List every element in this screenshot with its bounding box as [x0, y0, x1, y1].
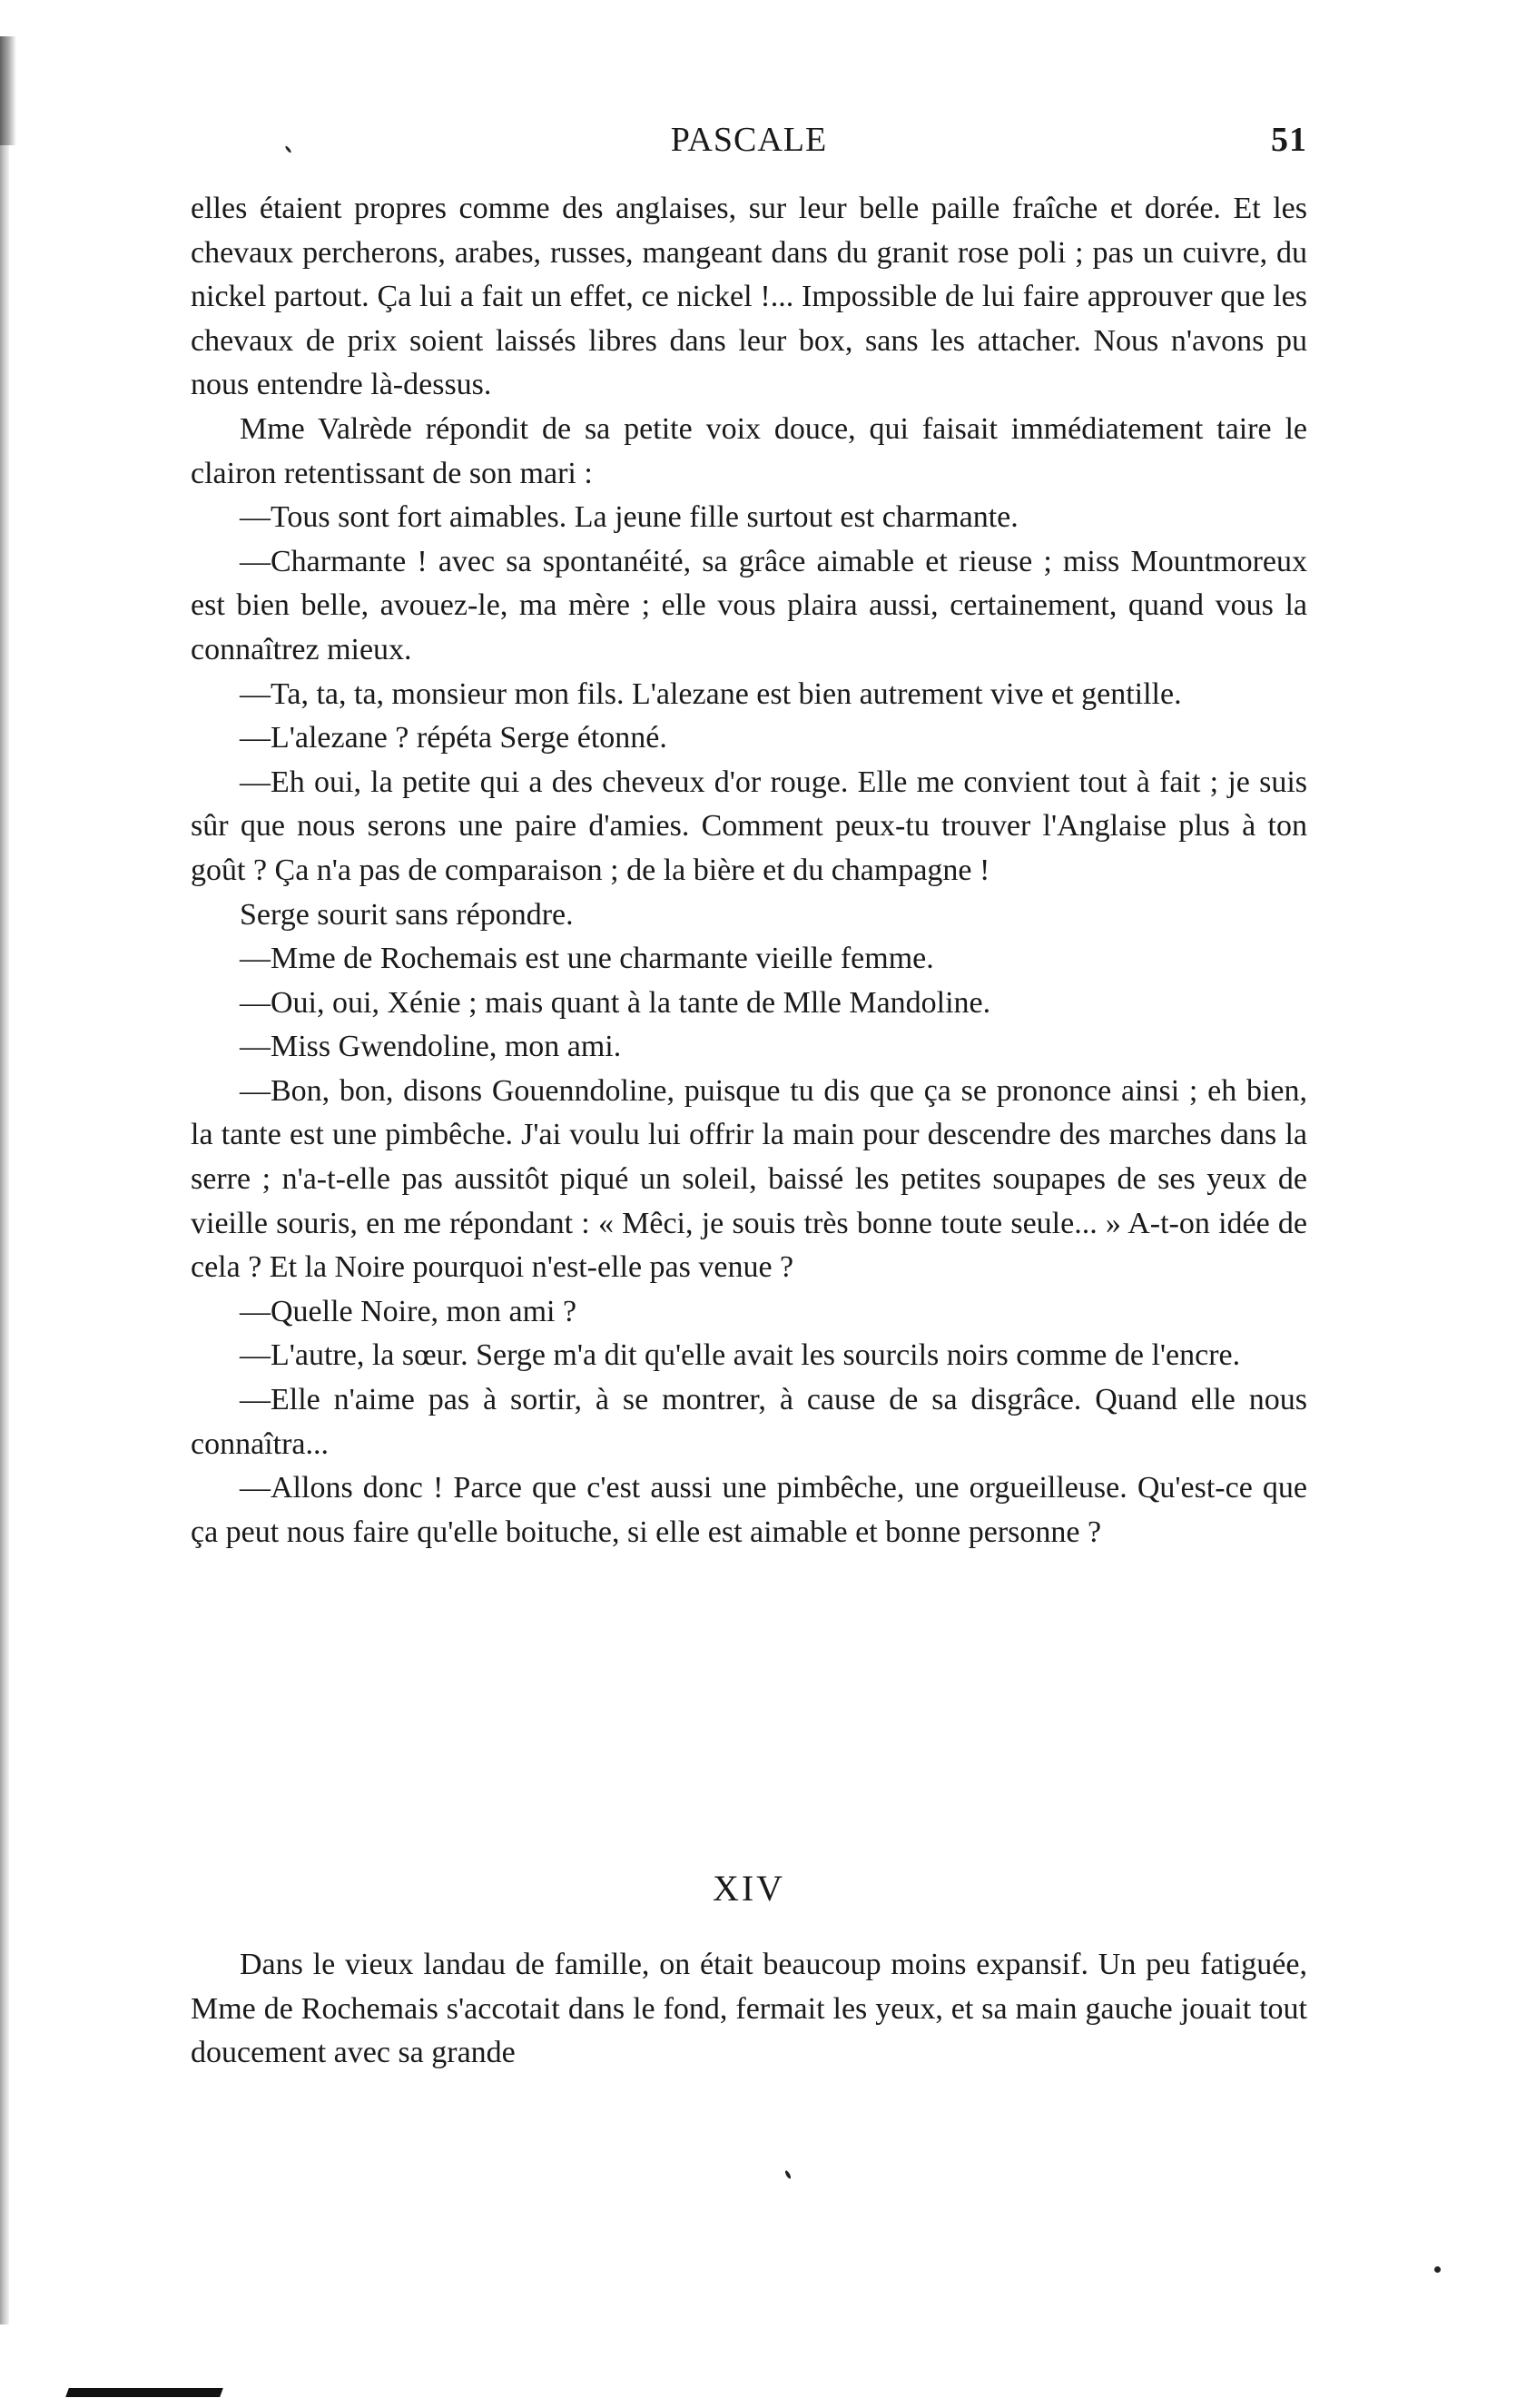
- scan-binding-edge: [0, 36, 9, 2324]
- paragraph: Dans le vieux landau de famille, on était beaucoup moins expansif. Un peu fatiguée, Mme de Rochemais s'accotait dans le fond, fermait les yeux, et sa main gauche jouait tout doucement avec sa grande: [191, 1948, 1307, 2070]
- paragraph: —Ta, ta, ta, monsieur mon fils. L'alezane est bien autrement vive et gentille.: [240, 676, 1182, 711]
- chapter-text: [191, 1943, 1307, 2076]
- running-title: PASCALE: [670, 121, 828, 159]
- scan-binding-shadow: [0, 36, 16, 145]
- paragraph: —L'autre, la sœur. Serge m'a dit qu'elle avait les sourcils noirs comme de l'encre.: [240, 1338, 1241, 1373]
- paragraph: —Charmante ! avec sa spontanéité, sa grâce aimable et rieuse ; miss Mountmoreux est bien belle, avouez-le, ma mère ; elle vous plaira aussi, certainement, quand vous la connaîtrez mieux.: [191, 544, 1307, 666]
- paragraph: —Oui, oui, Xénie ; mais quant à la tante de Mlle Mandoline.: [240, 985, 991, 1020]
- page-header: [191, 120, 1307, 165]
- scan-speck: [784, 2170, 792, 2180]
- paragraph: Mme Valrède répondit de sa petite voix douce, qui faisait immédiatement taire le clairon retentissant de son mari :: [191, 411, 1307, 490]
- scan-artifact-bar: [65, 2388, 223, 2397]
- paragraph: —Tous sont fort aimables. La jeune fille surtout est charmante.: [240, 500, 1019, 535]
- body-text: [191, 187, 1307, 1554]
- paragraph: —Eh oui, la petite qui a des cheveux d'or rouge. Elle me convient tout à fait ; je suis sûr que nous serons une paire d'amies. Comment peux-tu trouver l'Anglaise plus à ton goût ? Ça n'a pas de comparaison ; de la bière et du champagne !: [191, 765, 1307, 887]
- scan-speck: [1434, 2266, 1441, 2273]
- paragraph: elles étaient propres comme des anglaises, sur leur belle paille fraîche et dorée. Et les chevaux percherons, arabes, russes, mangeant dans du granit rose poli ; pas un cuivre, du nickel partout. Ça lui a fait un effet, ce nickel !... Impossible de lui faire approuver que les chevaux de prix soient laissés libres dans leur box, sans les attacher. Nous n'avons pu nous entendre là-dessus.: [191, 192, 1307, 402]
- paragraph: —Mme de Rochemais est une charmante vieille femme.: [240, 942, 934, 976]
- chapter-heading: XIV: [712, 1868, 786, 1909]
- paragraph: —Elle n'aime pas à sortir, à se montrer, à cause de sa disgrâce. Quand elle nous connaîtra...: [191, 1383, 1307, 1461]
- page-number: 51: [1271, 121, 1307, 159]
- paragraph: —Allons donc ! Parce que c'est aussi une pimbêche, une orgueilleuse. Qu'est-ce que ça peut nous faire qu'elle boituche, si elle est aimable et bonne personne ?: [191, 1471, 1307, 1549]
- paragraph: —L'alezane ? répéta Serge étonné.: [240, 721, 667, 755]
- paragraph: —Bon, bon, disons Gouenndoline, puisque tu dis que ça se prononce ainsi ; eh bien, la tante est une pimbêche. J'ai voulu lui offrir la main pour descendre des marches dans la serre ; n'a-t-elle pas aussitôt piqué un soleil, baissé les petites soupapes de ses yeux de vieille souris, en me répondant : « Mêci, je souis très bonne toute seule... » A-t-on idée de cela ? Et la Noire pourquoi n'est-elle pas venue ?: [191, 1073, 1307, 1285]
- paragraph: —Quelle Noire, mon ami ?: [240, 1294, 577, 1328]
- paragraph: —Miss Gwendoline, mon ami.: [240, 1030, 622, 1064]
- paragraph: Serge sourit sans répondre.: [240, 897, 574, 932]
